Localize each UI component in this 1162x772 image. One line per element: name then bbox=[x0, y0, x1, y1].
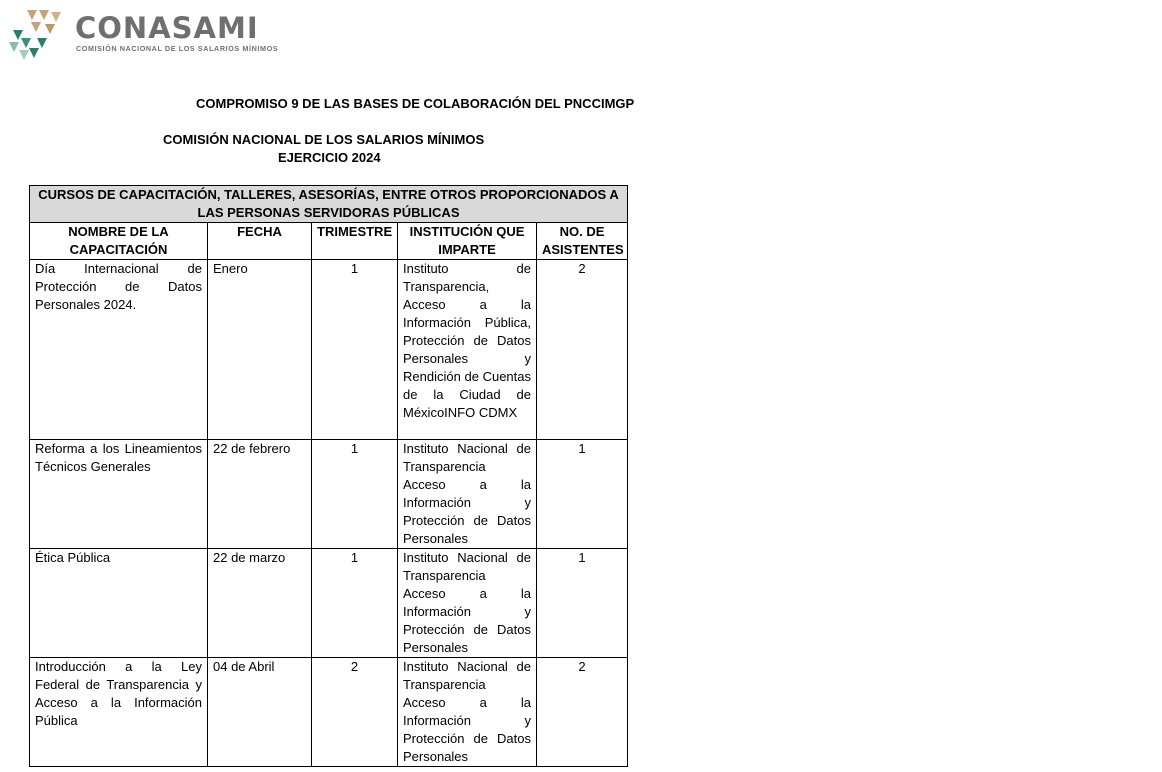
column-header-fecha: FECHA bbox=[208, 223, 312, 260]
column-header-asistentes: NO. DE ASISTENTES bbox=[537, 223, 628, 260]
conasami-logo bbox=[7, 8, 279, 62]
cell-nombre: Día Internacional de Protección de Datos Personales 2024. bbox=[30, 260, 208, 440]
document-heading: COMPROMISO 9 DE LAS BASES DE COLABORACIÓN DEL PNCCIMGP bbox=[196, 96, 635, 111]
institution-heading: COMISIÓN NACIONAL DE LOS SALARIOS MÍNIMOS bbox=[163, 132, 485, 147]
column-header-institucion: INSTITUCIÓN QUE IMPARTE bbox=[398, 223, 537, 260]
cell-fecha: 04 de Abril bbox=[208, 658, 312, 767]
cell-trimestre: 1 bbox=[312, 440, 398, 549]
table-header-row bbox=[30, 223, 628, 260]
table-row bbox=[30, 549, 628, 658]
logo-subtitle: COMISIÓN NACIONAL DE LOS SALARIOS MÍNIMOS bbox=[76, 44, 279, 53]
cell-institucion: Instituto Nacional de Transparencia Acceso a la Información y Protección de Datos Personales bbox=[398, 658, 537, 767]
table-row bbox=[30, 658, 628, 767]
cell-trimestre: 1 bbox=[312, 549, 398, 658]
cell-trimestre: 2 bbox=[312, 658, 398, 767]
table-title-row bbox=[30, 186, 628, 223]
table-row bbox=[30, 260, 628, 440]
column-header-trimestre: TRIMESTRE bbox=[312, 223, 398, 260]
cell-institucion: Instituto de Transparencia, Acceso a la Información Pública, Protección de Datos Personales y Rendición de Cuentas de la Ciudad de MéxicoINFO CDMX bbox=[398, 260, 537, 440]
table-title-line-2: LAS PERSONAS SERVIDORAS PÚBLICAS bbox=[197, 205, 460, 220]
cell-fecha: Enero bbox=[208, 260, 312, 440]
table-title bbox=[30, 186, 628, 223]
year-heading: EJERCICIO 2024 bbox=[278, 150, 381, 165]
conasami-logo-icon bbox=[7, 8, 69, 62]
table-row bbox=[30, 440, 628, 549]
cell-asistentes: 1 bbox=[537, 440, 628, 549]
cell-asistentes: 2 bbox=[537, 658, 628, 767]
cell-fecha: 22 de febrero bbox=[208, 440, 312, 549]
cell-asistentes: 1 bbox=[537, 549, 628, 658]
cell-nombre: Introducción a la Ley Federal de Transparencia y Acceso a la Información Pública bbox=[30, 658, 208, 767]
cell-nombre: Reforma a los Lineamientos Técnicos Generales bbox=[30, 440, 208, 549]
cell-nombre: Ética Pública bbox=[30, 549, 208, 658]
cell-asistentes: 2 bbox=[537, 260, 628, 440]
table-title-line-1: CURSOS DE CAPACITACIÓN, TALLERES, ASESORÍAS, ENTRE OTROS PROPORCIONADOS A bbox=[38, 187, 619, 202]
cell-institucion: Instituto Nacional de Transparencia Acceso a la Información y Protección de Datos Personales bbox=[398, 440, 537, 549]
cell-trimestre: 1 bbox=[312, 260, 398, 440]
cell-fecha: 22 de marzo bbox=[208, 549, 312, 658]
logo-name: CONASAMI bbox=[75, 11, 259, 45]
column-header-nombre: NOMBRE DE LA CAPACITACIÓN bbox=[30, 223, 208, 260]
cell-institucion: Instituto Nacional de Transparencia Acceso a la Información y Protección de Datos Personales bbox=[398, 549, 537, 658]
training-table bbox=[29, 185, 628, 767]
